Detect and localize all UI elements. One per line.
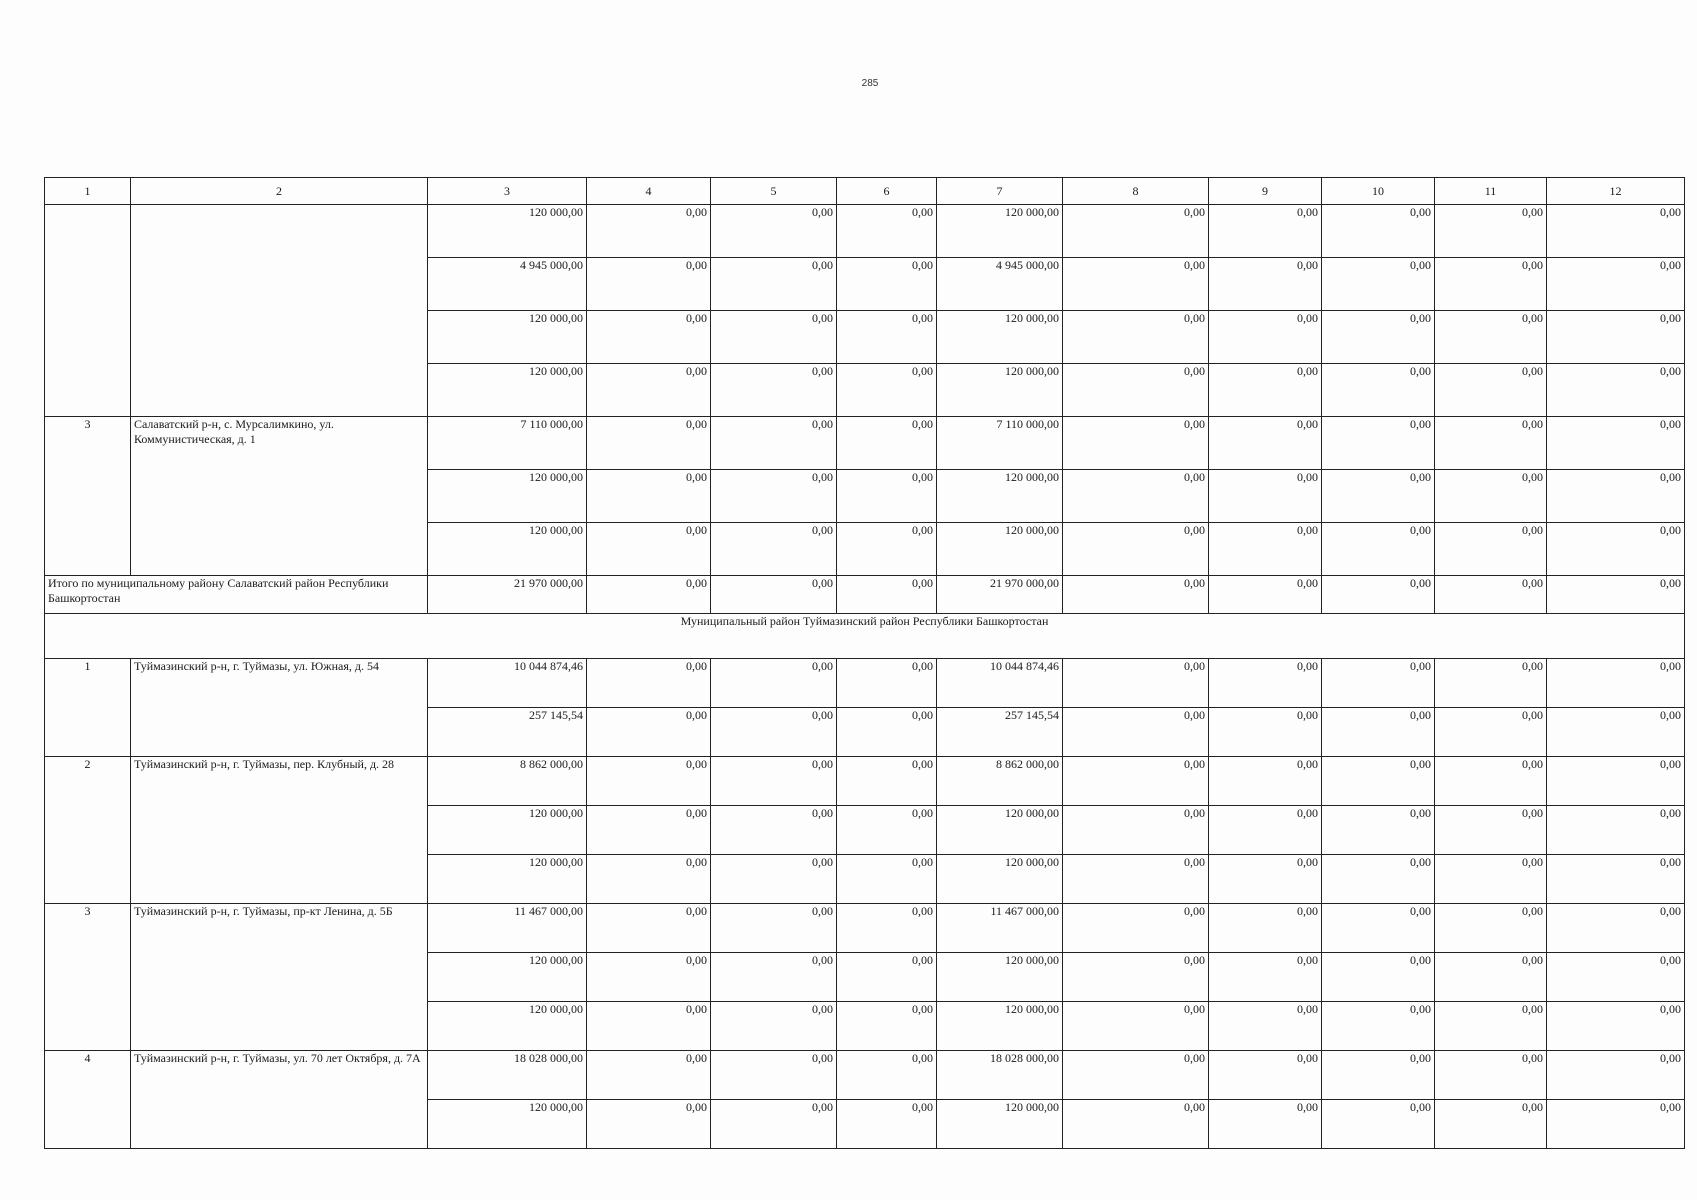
object-address: Туймазинский р-н, г. Туймазы, ул. Южная, д. 54: [131, 659, 428, 757]
object-address: Туймазинский р-н, г. Туймазы, ул. 70 лет Октября, д. 7А: [131, 1051, 428, 1149]
cell-value: 0,00: [1063, 904, 1209, 953]
cell-value: 0,00: [1547, 659, 1685, 708]
cell-value: 0,00: [587, 258, 711, 311]
cell-value: 0,00: [1435, 470, 1547, 523]
column-number-row: [45, 178, 1685, 205]
register-table: [44, 177, 1685, 1149]
column-header: 5: [711, 178, 837, 205]
cell-value: 0,00: [1322, 904, 1435, 953]
cell-value: 0,00: [1547, 855, 1685, 904]
column-header: 7: [937, 178, 1063, 205]
cell-value: 0,00: [711, 523, 837, 576]
cell-value: 120 000,00: [428, 1002, 587, 1051]
cell-value: 0,00: [837, 806, 937, 855]
cell-value: 0,00: [1547, 953, 1685, 1002]
cell-value: 0,00: [1322, 708, 1435, 757]
column-header: 9: [1209, 178, 1322, 205]
column-header: 1: [45, 178, 131, 205]
cell-value: 0,00: [587, 659, 711, 708]
cell-value: 0,00: [1209, 708, 1322, 757]
cell-value: 10 044 874,46: [428, 659, 587, 708]
cell-value: 120 000,00: [428, 364, 587, 417]
cell-value: 0,00: [1547, 806, 1685, 855]
cell-value: 120 000,00: [937, 523, 1063, 576]
cell-value: 0,00: [711, 855, 837, 904]
object-number: [45, 205, 131, 417]
cell-value: 0,00: [1063, 757, 1209, 806]
cell-value: 0,00: [837, 258, 937, 311]
column-header: 2: [131, 178, 428, 205]
cell-value: 0,00: [837, 364, 937, 417]
cell-value: 0,00: [1435, 258, 1547, 311]
cell-value: 0,00: [1322, 523, 1435, 576]
cell-value: 0,00: [837, 904, 937, 953]
cell-value: 0,00: [1209, 364, 1322, 417]
cell-value: 0,00: [587, 1002, 711, 1051]
cell-value: 120 000,00: [428, 311, 587, 364]
cell-value: 0,00: [1209, 258, 1322, 311]
cell-value: 120 000,00: [428, 855, 587, 904]
cell-value: 0,00: [1547, 1100, 1685, 1149]
cell-value: 8 862 000,00: [428, 757, 587, 806]
cell-value: 120 000,00: [937, 364, 1063, 417]
cell-value: 0,00: [1435, 417, 1547, 470]
total-label: Итого по муниципальному району Салаватский район Республики Башкортостан: [45, 576, 428, 614]
cell-value: 0,00: [711, 708, 837, 757]
cell-value: 0,00: [1063, 855, 1209, 904]
cell-value: 0,00: [1063, 1100, 1209, 1149]
cell-value: 0,00: [1435, 1002, 1547, 1051]
cell-value: 0,00: [1209, 953, 1322, 1002]
cell-value: 8 862 000,00: [937, 757, 1063, 806]
object-address: Туймазинский р-н, г. Туймазы, пер. Клубный, д. 28: [131, 757, 428, 904]
cell-value: 257 145,54: [428, 708, 587, 757]
cell-value: 0,00: [1322, 806, 1435, 855]
cell-value: 0,00: [1063, 311, 1209, 364]
table-row: [45, 757, 1685, 806]
cell-value: 0,00: [587, 311, 711, 364]
cell-value: 0,00: [1322, 258, 1435, 311]
cell-value: 0,00: [587, 708, 711, 757]
cell-value: 0,00: [1547, 258, 1685, 311]
cell-value: 0,00: [1209, 576, 1322, 614]
cell-value: 0,00: [711, 1002, 837, 1051]
cell-value: 120 000,00: [428, 205, 587, 258]
cell-value: 7 110 000,00: [937, 417, 1063, 470]
cell-value: 0,00: [1435, 806, 1547, 855]
cell-value: 0,00: [837, 311, 937, 364]
cell-value: 0,00: [1063, 1002, 1209, 1051]
cell-value: 120 000,00: [937, 855, 1063, 904]
cell-value: 0,00: [587, 364, 711, 417]
cell-value: 0,00: [1547, 470, 1685, 523]
cell-value: 0,00: [1322, 205, 1435, 258]
cell-value: 0,00: [1209, 855, 1322, 904]
cell-value: 0,00: [1547, 523, 1685, 576]
cell-value: 0,00: [1435, 523, 1547, 576]
cell-value: 0,00: [587, 205, 711, 258]
table-row: [45, 904, 1685, 953]
cell-value: 0,00: [587, 523, 711, 576]
cell-value: 0,00: [711, 576, 837, 614]
cell-value: 0,00: [1209, 417, 1322, 470]
cell-value: 0,00: [1435, 855, 1547, 904]
cell-value: 0,00: [1322, 1051, 1435, 1100]
cell-value: 0,00: [1322, 659, 1435, 708]
cell-value: 0,00: [587, 470, 711, 523]
cell-value: 0,00: [837, 576, 937, 614]
cell-value: 0,00: [1322, 757, 1435, 806]
object-address: [131, 205, 428, 417]
cell-value: 0,00: [837, 855, 937, 904]
cell-value: 18 028 000,00: [937, 1051, 1063, 1100]
cell-value: 0,00: [711, 1100, 837, 1149]
cell-value: 0,00: [837, 470, 937, 523]
cell-value: 0,00: [1063, 417, 1209, 470]
cell-value: 120 000,00: [428, 470, 587, 523]
cell-value: 257 145,54: [937, 708, 1063, 757]
cell-value: 0,00: [1322, 576, 1435, 614]
cell-value: 0,00: [837, 953, 937, 1002]
cell-value: 0,00: [1547, 205, 1685, 258]
cell-value: 18 028 000,00: [428, 1051, 587, 1100]
cell-value: 0,00: [587, 953, 711, 1002]
cell-value: 21 970 000,00: [937, 576, 1063, 614]
column-header: 4: [587, 178, 711, 205]
cell-value: 0,00: [1063, 708, 1209, 757]
cell-value: 120 000,00: [937, 1002, 1063, 1051]
cell-value: 0,00: [1063, 523, 1209, 576]
cell-value: 0,00: [1209, 806, 1322, 855]
cell-value: 10 044 874,46: [937, 659, 1063, 708]
cell-value: 0,00: [587, 417, 711, 470]
cell-value: 0,00: [1063, 576, 1209, 614]
cell-value: 0,00: [1547, 576, 1685, 614]
cell-value: 0,00: [587, 1100, 711, 1149]
cell-value: 0,00: [837, 659, 937, 708]
cell-value: 0,00: [711, 757, 837, 806]
cell-value: 0,00: [1547, 757, 1685, 806]
cell-value: 0,00: [711, 953, 837, 1002]
cell-value: 0,00: [1063, 659, 1209, 708]
cell-value: 0,00: [711, 659, 837, 708]
cell-value: 0,00: [1063, 806, 1209, 855]
cell-value: 120 000,00: [428, 523, 587, 576]
table-row: [45, 205, 1685, 258]
cell-value: 0,00: [1209, 205, 1322, 258]
cell-value: 0,00: [1435, 708, 1547, 757]
cell-value: 0,00: [1322, 1002, 1435, 1051]
cell-value: 0,00: [1209, 659, 1322, 708]
cell-value: 0,00: [1547, 364, 1685, 417]
object-address: Туймазинский р-н, г. Туймазы, пр-кт Ленина, д. 5Б: [131, 904, 428, 1051]
cell-value: 0,00: [587, 904, 711, 953]
cell-value: 0,00: [1547, 1002, 1685, 1051]
cell-value: 0,00: [1063, 470, 1209, 523]
cell-value: 0,00: [1322, 1100, 1435, 1149]
cell-value: 120 000,00: [428, 1100, 587, 1149]
cell-value: 0,00: [1322, 470, 1435, 523]
column-header: 3: [428, 178, 587, 205]
cell-value: 0,00: [711, 258, 837, 311]
cell-value: 0,00: [1435, 205, 1547, 258]
cell-value: 4 945 000,00: [428, 258, 587, 311]
cell-value: 0,00: [711, 417, 837, 470]
cell-value: 0,00: [837, 1002, 937, 1051]
column-header: 11: [1435, 178, 1547, 205]
cell-value: 0,00: [837, 1100, 937, 1149]
cell-value: 0,00: [587, 855, 711, 904]
cell-value: 120 000,00: [937, 470, 1063, 523]
cell-value: 0,00: [1547, 904, 1685, 953]
cell-value: 0,00: [1322, 364, 1435, 417]
cell-value: 0,00: [1063, 1051, 1209, 1100]
cell-value: 0,00: [1547, 311, 1685, 364]
cell-value: 0,00: [1209, 523, 1322, 576]
cell-value: 120 000,00: [937, 311, 1063, 364]
cell-value: 0,00: [1435, 904, 1547, 953]
cell-value: 0,00: [1435, 311, 1547, 364]
cell-value: 0,00: [1209, 1051, 1322, 1100]
cell-value: 0,00: [1435, 1100, 1547, 1149]
cell-value: 120 000,00: [937, 806, 1063, 855]
cell-value: 11 467 000,00: [937, 904, 1063, 953]
cell-value: 0,00: [711, 470, 837, 523]
cell-value: 0,00: [837, 523, 937, 576]
column-header: 8: [1063, 178, 1209, 205]
object-number: 3: [45, 417, 131, 576]
cell-value: 0,00: [1063, 258, 1209, 311]
cell-value: 0,00: [1209, 1002, 1322, 1051]
cell-value: 0,00: [1435, 953, 1547, 1002]
object-number: 4: [45, 1051, 131, 1149]
cell-value: 21 970 000,00: [428, 576, 587, 614]
cell-value: 0,00: [1209, 1100, 1322, 1149]
cell-value: 0,00: [1322, 417, 1435, 470]
cell-value: 0,00: [711, 205, 837, 258]
cell-value: 120 000,00: [937, 953, 1063, 1002]
cell-value: 0,00: [1209, 311, 1322, 364]
cell-value: 0,00: [1063, 364, 1209, 417]
cell-value: 120 000,00: [937, 205, 1063, 258]
cell-value: 0,00: [587, 757, 711, 806]
cell-value: 0,00: [1063, 205, 1209, 258]
cell-value: 0,00: [1547, 417, 1685, 470]
table-row: [45, 1051, 1685, 1100]
cell-value: 0,00: [1547, 708, 1685, 757]
cell-value: 0,00: [1322, 953, 1435, 1002]
cell-value: 120 000,00: [937, 1100, 1063, 1149]
section-row: [45, 614, 1685, 659]
object-number: 3: [45, 904, 131, 1051]
cell-value: 120 000,00: [428, 953, 587, 1002]
column-header: 10: [1322, 178, 1435, 205]
cell-value: 0,00: [837, 708, 937, 757]
cell-value: 0,00: [1209, 904, 1322, 953]
cell-value: 0,00: [837, 1051, 937, 1100]
object-address: Салаватский р-н, с. Мурсалимкино, ул. Коммунистическая, д. 1: [131, 417, 428, 576]
cell-value: 0,00: [1063, 953, 1209, 1002]
cell-value: 0,00: [711, 904, 837, 953]
cell-value: 0,00: [1435, 364, 1547, 417]
total-row: [45, 576, 1685, 614]
column-header: 12: [1547, 178, 1685, 205]
page-number: 285: [861, 78, 879, 89]
cell-value: 0,00: [1435, 757, 1547, 806]
cell-value: 4 945 000,00: [937, 258, 1063, 311]
table-row: [45, 417, 1685, 470]
cell-value: 0,00: [587, 1051, 711, 1100]
cell-value: 0,00: [837, 417, 937, 470]
object-number: 1: [45, 659, 131, 757]
cell-value: 0,00: [1209, 470, 1322, 523]
cell-value: 0,00: [1322, 311, 1435, 364]
cell-value: 11 467 000,00: [428, 904, 587, 953]
cell-value: 0,00: [837, 757, 937, 806]
cell-value: 0,00: [587, 806, 711, 855]
cell-value: 120 000,00: [428, 806, 587, 855]
cell-value: 0,00: [837, 205, 937, 258]
object-number: 2: [45, 757, 131, 904]
cell-value: 0,00: [1435, 576, 1547, 614]
column-header: 6: [837, 178, 937, 205]
cell-value: 0,00: [1435, 659, 1547, 708]
cell-value: 0,00: [711, 311, 837, 364]
cell-value: 0,00: [1209, 757, 1322, 806]
cell-value: 7 110 000,00: [428, 417, 587, 470]
cell-value: 0,00: [1322, 855, 1435, 904]
cell-value: 0,00: [1547, 1051, 1685, 1100]
cell-value: 0,00: [711, 1051, 837, 1100]
cell-value: 0,00: [711, 364, 837, 417]
section-title: Муниципальный район Туймазинский район Республики Башкортостан: [45, 614, 1685, 659]
cell-value: 0,00: [1435, 1051, 1547, 1100]
table-row: [45, 659, 1685, 708]
cell-value: 0,00: [587, 576, 711, 614]
cell-value: 0,00: [711, 806, 837, 855]
